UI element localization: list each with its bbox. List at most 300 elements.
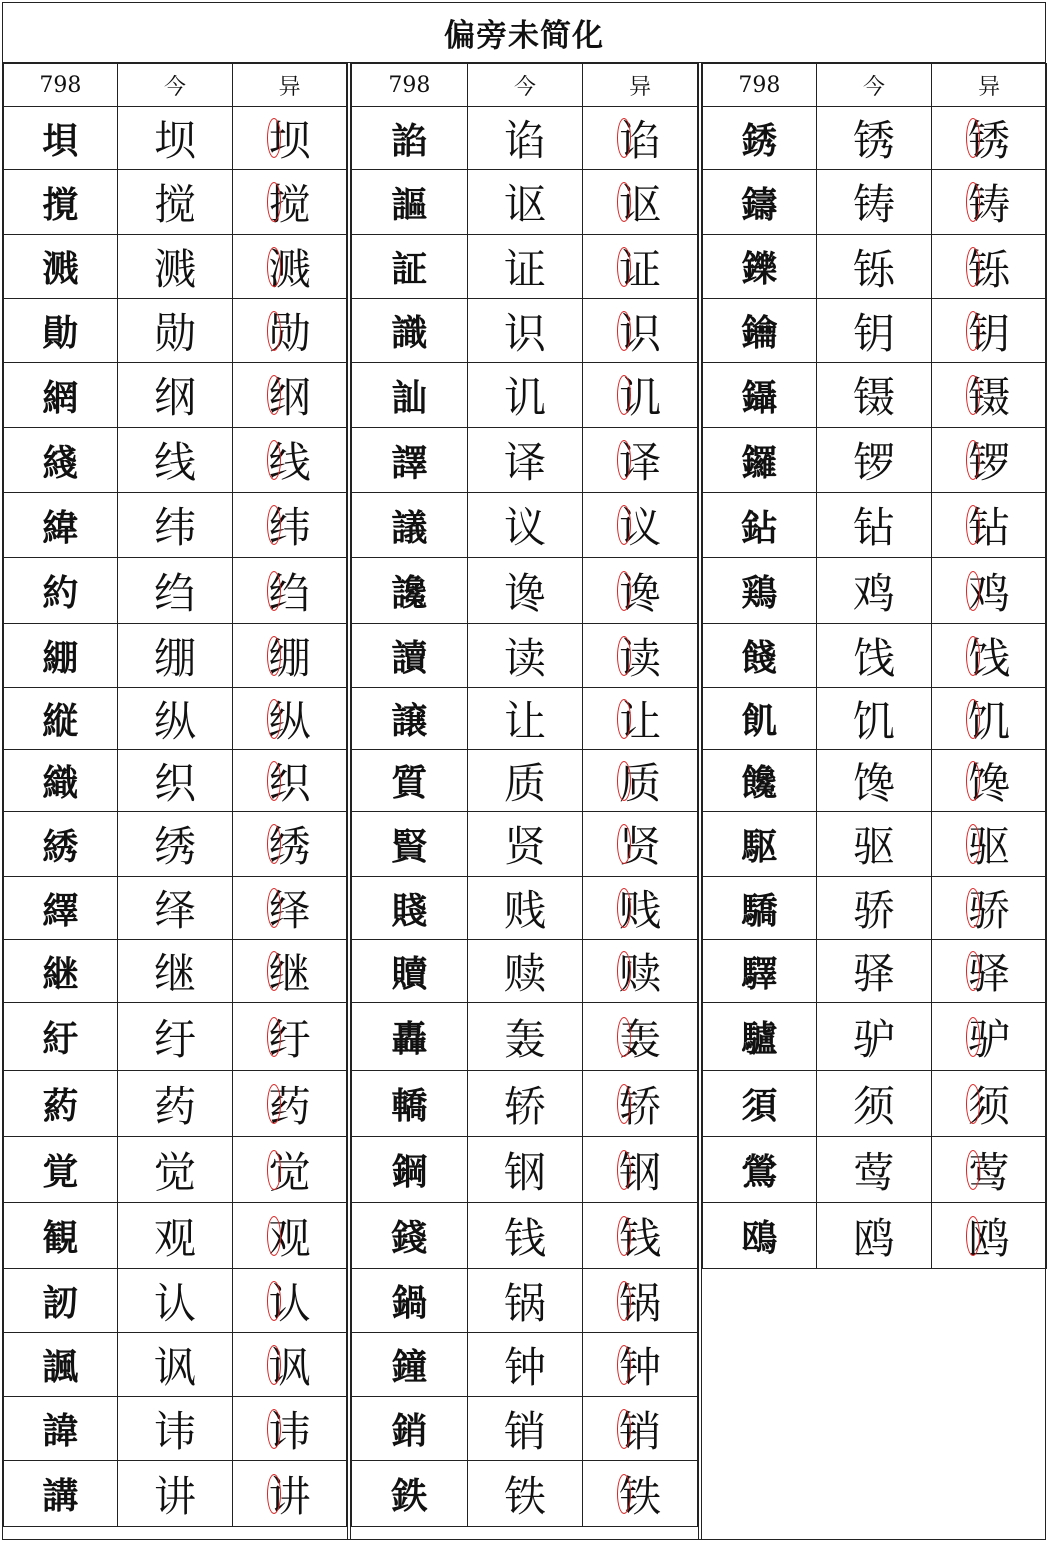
char-today bbox=[467, 493, 583, 558]
char-today bbox=[467, 1269, 583, 1333]
char-today bbox=[117, 170, 233, 235]
character-text: 线 bbox=[153, 438, 196, 487]
char-variant bbox=[233, 1397, 347, 1461]
character-text: 质 bbox=[619, 758, 662, 808]
char-today bbox=[117, 363, 233, 428]
char-today bbox=[117, 1137, 233, 1203]
table-row bbox=[4, 428, 347, 493]
char-variant bbox=[583, 624, 698, 688]
char-variant bbox=[583, 1269, 698, 1333]
character-text: 驴 bbox=[968, 1014, 1011, 1064]
column-header: 今 bbox=[117, 64, 233, 107]
char-variant bbox=[932, 493, 1047, 558]
char-today bbox=[117, 1397, 233, 1461]
char-798 bbox=[352, 940, 468, 1003]
char-798 bbox=[4, 363, 118, 428]
character-text: 镊 bbox=[968, 373, 1011, 422]
char-variant bbox=[583, 812, 698, 877]
char-variant bbox=[233, 750, 347, 812]
page-title: 偏旁未简化 bbox=[3, 3, 1045, 63]
char-798 bbox=[4, 624, 118, 688]
table-row bbox=[703, 1003, 1047, 1071]
char-variant bbox=[932, 688, 1047, 750]
column-header: 798 bbox=[4, 64, 118, 107]
char-variant bbox=[233, 1269, 347, 1333]
table-row bbox=[352, 493, 698, 558]
character-text: 驱 bbox=[852, 822, 895, 871]
table-row bbox=[352, 877, 698, 940]
column-header: 今 bbox=[467, 64, 583, 107]
char-798 bbox=[4, 1333, 118, 1397]
char-variant bbox=[233, 107, 347, 170]
character-text: 讲 bbox=[153, 1471, 196, 1521]
character-text: 馋 bbox=[852, 758, 895, 808]
char-798 bbox=[703, 363, 817, 428]
char-variant bbox=[583, 1137, 698, 1203]
char-today bbox=[467, 107, 583, 170]
character-text: 鸡 bbox=[968, 568, 1011, 618]
char-variant bbox=[583, 1461, 698, 1527]
character-text: 谗 bbox=[503, 568, 546, 618]
character-text: 绣 bbox=[268, 822, 311, 871]
character-text: 訕 bbox=[391, 376, 428, 419]
character-text: 轟 bbox=[391, 1018, 428, 1060]
character-text: 钥 bbox=[852, 308, 895, 358]
char-798 bbox=[352, 493, 468, 558]
char-variant bbox=[932, 235, 1047, 299]
char-today bbox=[816, 624, 932, 688]
char-798 bbox=[352, 1003, 468, 1071]
character-text: 绉 bbox=[268, 568, 311, 618]
char-variant bbox=[233, 812, 347, 877]
char-variant bbox=[233, 299, 347, 363]
char-today bbox=[117, 688, 233, 750]
document-page bbox=[2, 2, 1046, 1540]
char-today bbox=[467, 812, 583, 877]
table-row bbox=[352, 940, 698, 1003]
char-798 bbox=[4, 1203, 118, 1269]
char-variant bbox=[932, 363, 1047, 428]
character-text: 谗 bbox=[619, 568, 662, 618]
character-text: 钻 bbox=[968, 503, 1011, 552]
character-table bbox=[3, 63, 347, 1527]
character-text: 药 bbox=[268, 1081, 311, 1131]
character-text: 鴎 bbox=[741, 1217, 778, 1259]
character-text: 读 bbox=[619, 633, 662, 683]
char-798 bbox=[703, 940, 817, 1003]
character-text: 坝 bbox=[153, 116, 196, 165]
table-row bbox=[352, 107, 698, 170]
table-row bbox=[4, 235, 347, 299]
table-row bbox=[352, 428, 698, 493]
table-row bbox=[4, 624, 347, 688]
character-text: 贱 bbox=[619, 886, 662, 935]
char-798 bbox=[352, 1137, 468, 1203]
character-text: 议 bbox=[619, 503, 662, 552]
character-text: 垻 bbox=[42, 119, 79, 162]
character-text: 莺 bbox=[852, 1147, 895, 1197]
char-variant bbox=[583, 1203, 698, 1269]
char-798 bbox=[4, 1003, 118, 1071]
character-text: 鉆 bbox=[741, 506, 778, 549]
table-row bbox=[703, 877, 1047, 940]
table-row bbox=[352, 1003, 698, 1071]
table-row bbox=[352, 558, 698, 624]
character-text: 搅 bbox=[153, 180, 196, 229]
table-row bbox=[703, 170, 1047, 235]
table-row bbox=[352, 363, 698, 428]
char-798 bbox=[352, 812, 468, 877]
table-row bbox=[703, 624, 1047, 688]
character-text: 贱 bbox=[503, 886, 546, 935]
char-798 bbox=[4, 688, 118, 750]
char-798 bbox=[703, 170, 817, 235]
character-text: 镊 bbox=[852, 373, 895, 422]
character-text: 綳 bbox=[42, 637, 79, 679]
table-row bbox=[352, 688, 698, 750]
char-798 bbox=[703, 877, 817, 940]
table-row bbox=[703, 688, 1047, 750]
char-798 bbox=[703, 235, 817, 299]
char-today bbox=[467, 235, 583, 299]
char-variant bbox=[932, 624, 1047, 688]
table-row bbox=[352, 1269, 698, 1333]
char-today bbox=[467, 1071, 583, 1137]
char-798 bbox=[352, 688, 468, 750]
character-text: 驿 bbox=[968, 949, 1011, 998]
char-today bbox=[117, 1269, 233, 1333]
table-row bbox=[352, 1071, 698, 1137]
character-text: 钱 bbox=[503, 1213, 546, 1263]
character-text: 纬 bbox=[153, 503, 196, 552]
character-text: 驿 bbox=[852, 949, 895, 998]
character-text: 销 bbox=[619, 1406, 662, 1456]
char-today bbox=[117, 107, 233, 170]
character-text: 諷 bbox=[42, 1346, 79, 1388]
char-variant bbox=[233, 428, 347, 493]
table-row bbox=[352, 1461, 698, 1527]
char-today bbox=[117, 750, 233, 812]
char-798 bbox=[352, 1269, 468, 1333]
character-text: 钟 bbox=[619, 1342, 662, 1392]
char-variant bbox=[583, 750, 698, 812]
character-text: 绷 bbox=[268, 633, 311, 683]
column-header: 异 bbox=[583, 64, 698, 107]
character-text: 认 bbox=[268, 1278, 311, 1328]
char-798 bbox=[352, 750, 468, 812]
char-798 bbox=[352, 363, 468, 428]
table-row bbox=[4, 812, 347, 877]
char-today bbox=[467, 299, 583, 363]
char-798 bbox=[703, 624, 817, 688]
char-today bbox=[117, 1333, 233, 1397]
character-text: 钢 bbox=[503, 1147, 546, 1197]
character-text: 譲 bbox=[391, 700, 428, 742]
char-today bbox=[816, 812, 932, 877]
table-row bbox=[4, 1137, 347, 1203]
character-text: 须 bbox=[968, 1081, 1011, 1131]
character-text: 锈 bbox=[852, 116, 895, 165]
character-text: 溅 bbox=[153, 244, 196, 294]
character-text: 莺 bbox=[968, 1147, 1011, 1197]
character-text: 质 bbox=[503, 758, 546, 808]
character-text: 綉 bbox=[42, 825, 79, 868]
character-text: 绣 bbox=[153, 822, 196, 871]
character-text: 勋 bbox=[153, 308, 196, 358]
char-today bbox=[816, 877, 932, 940]
char-variant bbox=[583, 299, 698, 363]
table-row bbox=[4, 170, 347, 235]
character-text: 讽 bbox=[153, 1342, 196, 1392]
character-text: 識 bbox=[391, 312, 428, 354]
char-798 bbox=[4, 1071, 118, 1137]
char-variant bbox=[583, 493, 698, 558]
char-variant bbox=[233, 235, 347, 299]
table-row bbox=[4, 1461, 347, 1527]
char-today bbox=[117, 493, 233, 558]
table-row bbox=[352, 624, 698, 688]
character-text: 觉 bbox=[268, 1147, 311, 1197]
character-text: 锅 bbox=[503, 1278, 546, 1328]
char-798 bbox=[4, 1461, 118, 1527]
character-text: 錢 bbox=[391, 1217, 428, 1259]
char-today bbox=[467, 688, 583, 750]
character-text: 轿 bbox=[619, 1081, 662, 1131]
char-today bbox=[467, 1137, 583, 1203]
character-text: 講 bbox=[42, 1475, 79, 1517]
character-table bbox=[351, 63, 698, 1527]
table-block-1 bbox=[3, 63, 347, 1527]
character-text: 轎 bbox=[391, 1085, 428, 1127]
char-variant bbox=[233, 940, 347, 1003]
char-798 bbox=[4, 428, 118, 493]
table-row bbox=[352, 812, 698, 877]
char-today bbox=[467, 1333, 583, 1397]
character-text: 讳 bbox=[268, 1406, 311, 1456]
character-text: 钢 bbox=[619, 1147, 662, 1197]
character-text: 轰 bbox=[503, 1014, 546, 1064]
char-today bbox=[117, 812, 233, 877]
char-variant bbox=[932, 1137, 1047, 1203]
character-text: 謳 bbox=[391, 183, 428, 226]
char-variant bbox=[932, 1003, 1047, 1071]
character-text: 药 bbox=[153, 1081, 196, 1131]
char-variant bbox=[932, 750, 1047, 812]
character-text: 铸 bbox=[852, 180, 895, 229]
character-text: 諂 bbox=[391, 119, 428, 162]
character-text: 继 bbox=[153, 949, 196, 998]
character-text: 证 bbox=[619, 244, 662, 294]
character-text: 鸥 bbox=[968, 1213, 1011, 1263]
char-798 bbox=[703, 107, 817, 170]
character-table bbox=[702, 63, 1047, 1269]
char-today bbox=[816, 1071, 932, 1137]
table-row bbox=[703, 299, 1047, 363]
char-variant bbox=[932, 299, 1047, 363]
character-text: 賤 bbox=[391, 889, 428, 932]
char-798 bbox=[4, 1397, 118, 1461]
char-798 bbox=[352, 428, 468, 493]
character-text: 綫 bbox=[42, 441, 79, 484]
character-text: 鍋 bbox=[391, 1282, 428, 1324]
char-variant bbox=[233, 877, 347, 940]
char-798 bbox=[352, 235, 468, 299]
character-text: 铄 bbox=[852, 244, 895, 294]
char-today bbox=[117, 558, 233, 624]
char-798 bbox=[4, 1137, 118, 1203]
char-variant bbox=[932, 812, 1047, 877]
character-text: 織 bbox=[42, 762, 79, 804]
char-798 bbox=[4, 877, 118, 940]
char-798 bbox=[352, 299, 468, 363]
character-text: 纵 bbox=[268, 696, 311, 746]
character-text: 贖 bbox=[391, 952, 428, 995]
character-text: 线 bbox=[268, 438, 311, 487]
char-today bbox=[816, 428, 932, 493]
character-text: 钟 bbox=[503, 1342, 546, 1392]
char-variant bbox=[233, 1203, 347, 1269]
character-text: 讒 bbox=[391, 572, 428, 614]
character-text: 讴 bbox=[619, 180, 662, 229]
character-text: 饥 bbox=[852, 696, 895, 746]
table-row bbox=[352, 170, 698, 235]
char-798 bbox=[4, 558, 118, 624]
char-variant bbox=[233, 688, 347, 750]
character-text: 织 bbox=[153, 758, 196, 808]
char-798 bbox=[4, 493, 118, 558]
character-text: 須 bbox=[741, 1085, 778, 1127]
char-variant bbox=[583, 1071, 698, 1137]
column-header: 798 bbox=[352, 64, 468, 107]
table-row bbox=[4, 940, 347, 1003]
table-row bbox=[4, 1071, 347, 1137]
char-today bbox=[467, 428, 583, 493]
character-text: 贤 bbox=[619, 822, 662, 871]
character-text: 饯 bbox=[968, 633, 1011, 683]
character-text: 讴 bbox=[503, 180, 546, 229]
character-text: 讽 bbox=[268, 1342, 311, 1392]
char-today bbox=[467, 1203, 583, 1269]
char-variant bbox=[932, 877, 1047, 940]
character-text: 轰 bbox=[619, 1014, 662, 1064]
char-today bbox=[467, 363, 583, 428]
character-text: 铁 bbox=[619, 1471, 662, 1521]
column-header: 异 bbox=[932, 64, 1047, 107]
character-text: 识 bbox=[503, 308, 546, 358]
char-variant bbox=[583, 363, 698, 428]
table-row bbox=[4, 750, 347, 812]
char-798 bbox=[352, 1071, 468, 1137]
character-text: 锈 bbox=[968, 116, 1011, 165]
character-text: 纲 bbox=[268, 373, 311, 422]
table-row bbox=[352, 1203, 698, 1269]
character-text: 谄 bbox=[503, 116, 546, 165]
table-row bbox=[703, 235, 1047, 299]
char-variant bbox=[932, 107, 1047, 170]
char-today bbox=[467, 1461, 583, 1527]
table-row bbox=[703, 1137, 1047, 1203]
character-text: 溅 bbox=[42, 248, 79, 290]
character-text: 读 bbox=[503, 633, 546, 683]
char-variant bbox=[583, 107, 698, 170]
char-798 bbox=[352, 1203, 468, 1269]
char-today bbox=[117, 1003, 233, 1071]
char-798 bbox=[352, 877, 468, 940]
char-today bbox=[467, 170, 583, 235]
char-variant bbox=[583, 1397, 698, 1461]
character-text: 锣 bbox=[852, 438, 895, 487]
table-row bbox=[4, 363, 347, 428]
column-header: 798 bbox=[703, 64, 817, 107]
character-text: 讳 bbox=[153, 1406, 196, 1456]
character-text: 赎 bbox=[503, 949, 546, 998]
character-text: 葯 bbox=[42, 1085, 79, 1127]
char-variant bbox=[233, 558, 347, 624]
character-text: 锅 bbox=[619, 1278, 662, 1328]
char-variant bbox=[233, 493, 347, 558]
character-text: 坝 bbox=[268, 116, 311, 165]
character-text: 讀 bbox=[391, 637, 428, 679]
table-row bbox=[4, 1333, 347, 1397]
header-row bbox=[352, 64, 698, 107]
character-text: 鉄 bbox=[391, 1475, 428, 1517]
table-row bbox=[4, 1397, 347, 1461]
table-row bbox=[4, 1003, 347, 1071]
character-text: 銷 bbox=[391, 1410, 428, 1452]
table-row bbox=[352, 1397, 698, 1461]
char-today bbox=[816, 363, 932, 428]
character-text: 鑄 bbox=[741, 183, 778, 226]
char-today bbox=[467, 750, 583, 812]
char-variant bbox=[233, 1461, 347, 1527]
character-text: 馋 bbox=[968, 758, 1011, 808]
character-text: 餞 bbox=[741, 637, 778, 679]
table-row bbox=[703, 493, 1047, 558]
char-798 bbox=[352, 1461, 468, 1527]
character-text: 钻 bbox=[852, 503, 895, 552]
char-variant bbox=[233, 1071, 347, 1137]
char-798 bbox=[352, 1333, 468, 1397]
character-text: 锣 bbox=[968, 438, 1011, 487]
character-text: 饯 bbox=[852, 633, 895, 683]
character-text: 让 bbox=[619, 696, 662, 746]
char-798 bbox=[352, 558, 468, 624]
character-text: 继 bbox=[268, 949, 311, 998]
character-text: 鑰 bbox=[741, 312, 778, 354]
char-today bbox=[816, 1137, 932, 1203]
character-text: 铸 bbox=[968, 180, 1011, 229]
char-today bbox=[816, 493, 932, 558]
character-text: 须 bbox=[852, 1081, 895, 1131]
char-variant bbox=[583, 688, 698, 750]
char-today bbox=[816, 107, 932, 170]
char-798 bbox=[352, 1397, 468, 1461]
char-798 bbox=[4, 235, 118, 299]
char-today bbox=[467, 624, 583, 688]
char-variant bbox=[233, 624, 347, 688]
char-variant bbox=[233, 1333, 347, 1397]
character-text: 勋 bbox=[268, 308, 311, 358]
table-row bbox=[4, 877, 347, 940]
char-variant bbox=[583, 558, 698, 624]
table-row bbox=[352, 235, 698, 299]
character-text: 饥 bbox=[968, 696, 1011, 746]
character-text: 搅 bbox=[268, 180, 311, 229]
character-text: 驢 bbox=[741, 1018, 778, 1060]
character-text: 観 bbox=[42, 1217, 79, 1259]
char-today bbox=[816, 1203, 932, 1269]
character-text: 鶏 bbox=[741, 572, 778, 614]
